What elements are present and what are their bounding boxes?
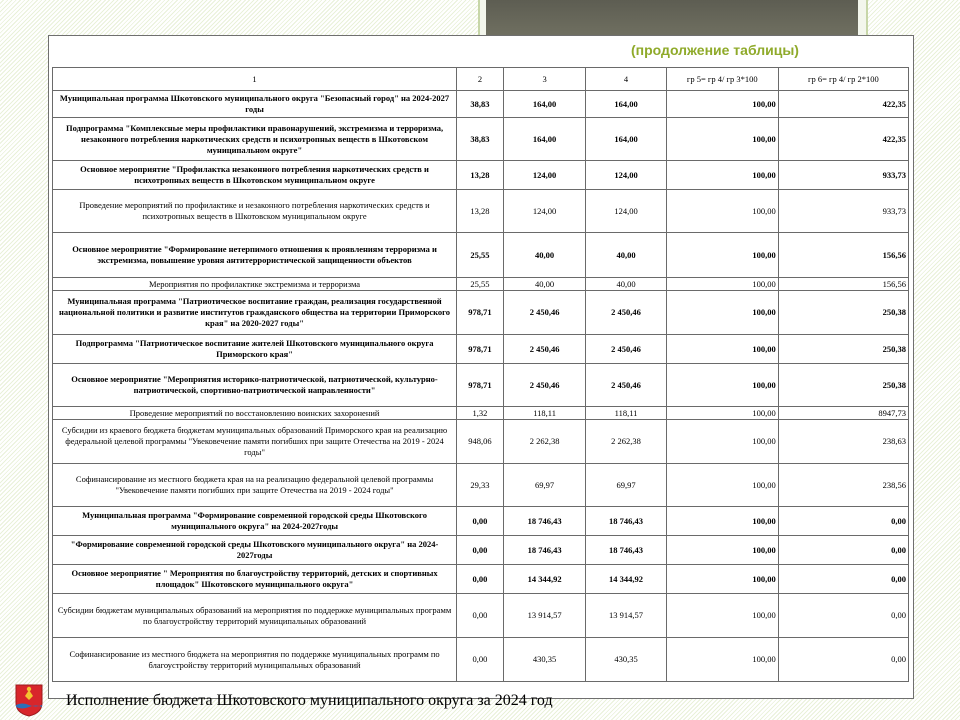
percent-cell: 933,73: [778, 190, 908, 233]
row-name-cell: Проведение мероприятий по восстановлению воинских захоронений: [53, 407, 457, 420]
coat-of-arms-icon: [14, 683, 44, 717]
row-name-cell: Основное мероприятие "Мероприятия историко-патриотической, патриотической, культурно-патриотической, спортивно-патриотической направленности": [53, 364, 457, 407]
table-row: [53, 420, 909, 464]
table-row: [53, 638, 909, 682]
continuation-label: (продолжение таблицы): [608, 38, 822, 62]
value-cell: 118,11: [586, 407, 666, 420]
value-cell: 18 746,43: [586, 507, 666, 536]
value-cell: 2 262,38: [503, 420, 585, 464]
row-name-cell: Мероприятия по профилактике экстремизма и терроризма: [53, 278, 457, 291]
header-cell: 4: [586, 68, 666, 91]
percent-cell: 100,00: [666, 638, 778, 682]
value-cell: 40,00: [586, 233, 666, 278]
percent-cell: 100,00: [666, 536, 778, 565]
table-row: [53, 190, 909, 233]
percent-cell: 100,00: [666, 233, 778, 278]
percent-cell: 0,00: [778, 536, 908, 565]
value-cell: 13,28: [457, 161, 504, 190]
table-row: [53, 278, 909, 291]
table-row: [53, 594, 909, 638]
value-cell: 948,06: [457, 420, 504, 464]
value-cell: 978,71: [457, 364, 504, 407]
table-row: [53, 464, 909, 507]
percent-cell: 100,00: [666, 464, 778, 507]
value-cell: 25,55: [457, 278, 504, 291]
value-cell: 18 746,43: [503, 536, 585, 565]
value-cell: 124,00: [586, 190, 666, 233]
value-cell: 25,55: [457, 233, 504, 278]
table-header-row: [53, 68, 909, 91]
value-cell: 0,00: [457, 507, 504, 536]
value-cell: 69,97: [503, 464, 585, 507]
percent-cell: 100,00: [666, 565, 778, 594]
value-cell: 38,83: [457, 118, 504, 161]
percent-cell: 100,00: [666, 291, 778, 335]
percent-cell: 0,00: [778, 638, 908, 682]
table-row: [53, 565, 909, 594]
value-cell: 69,97: [586, 464, 666, 507]
row-name-cell: Муниципальная программа Шкотовского муниципального округа "Безопасный город" на 2024-2027 годы: [53, 91, 457, 118]
percent-cell: 156,56: [778, 278, 908, 291]
percent-cell: 100,00: [666, 420, 778, 464]
percent-cell: 422,35: [778, 118, 908, 161]
row-name-cell: Основное мероприятие "Профилактка незаконного потребления наркотических средств и психотропных веществ в Шкотовском муниципальном округе: [53, 161, 457, 190]
header-cell: 2: [457, 68, 504, 91]
percent-cell: 0,00: [778, 594, 908, 638]
row-name-cell: Софинансирование из местного бюджета края на на реализацию федеральной целевой программы "Увековечение памяти погибших при защите Отечества на 2019 - 2024 годы": [53, 464, 457, 507]
value-cell: 14 344,92: [503, 565, 585, 594]
value-cell: 2 450,46: [503, 291, 585, 335]
value-cell: 40,00: [586, 278, 666, 291]
row-name-cell: Основное мероприятие " Мероприятия по благоустройству территорий, детских и спортивных площадок" Шкотовского муниципального округа": [53, 565, 457, 594]
percent-cell: 100,00: [666, 278, 778, 291]
table-row: [53, 407, 909, 420]
percent-cell: 100,00: [666, 507, 778, 536]
row-name-cell: Субсидии бюджетам муниципальных образований на мероприятия по поддержке муниципальных программ по благоустройству территорий муниципальных образований: [53, 594, 457, 638]
percent-cell: 0,00: [778, 507, 908, 536]
row-name-cell: Муниципальная программа "Патриотическое воспитание граждан, реализация государственной национальной политики и развитие институтов гражданского общества на территории Приморского края" на 2020-2027 годы": [53, 291, 457, 335]
value-cell: 164,00: [586, 118, 666, 161]
percent-cell: 100,00: [666, 407, 778, 420]
value-cell: 40,00: [503, 233, 585, 278]
value-cell: 164,00: [503, 118, 585, 161]
value-cell: 38,83: [457, 91, 504, 118]
value-cell: 124,00: [503, 190, 585, 233]
row-name-cell: Проведение мероприятий по профилактике и незаконного потребления наркотических средств и психотропных веществ в Шкотовском муниципальном округе: [53, 190, 457, 233]
footer-title: Исполнение бюджета Шкотовского муниципального округа за 2024 год: [66, 692, 553, 709]
budget-table: [52, 67, 909, 682]
percent-cell: 100,00: [666, 335, 778, 364]
value-cell: 978,71: [457, 335, 504, 364]
percent-cell: 100,00: [666, 91, 778, 118]
value-cell: 2 450,46: [503, 335, 585, 364]
value-cell: 14 344,92: [586, 565, 666, 594]
row-name-cell: Подпрограмма "Комплексные меры профилактики правонарушений, экстремизма и терроризма, незаконного потребления наркотических средств и психотропных веществ в Шкотовском муниципальном округе": [53, 118, 457, 161]
table-row: [53, 91, 909, 118]
row-name-cell: "Формирование современной городской среды Шкотовского муниципального округа" на 2024-2027годы: [53, 536, 457, 565]
value-cell: 13 914,57: [503, 594, 585, 638]
value-cell: 0,00: [457, 536, 504, 565]
value-cell: 2 450,46: [586, 291, 666, 335]
row-name-cell: Подпрограмма "Патриотическое воспитание жителей Шкотовского муниципального округа Приморского края": [53, 335, 457, 364]
value-cell: 978,71: [457, 291, 504, 335]
value-cell: 164,00: [586, 91, 666, 118]
value-cell: 13,28: [457, 190, 504, 233]
value-cell: 124,00: [586, 161, 666, 190]
percent-cell: 933,73: [778, 161, 908, 190]
row-name-cell: Муниципальная программа "Формирование современной городской среды Шкотовского муниципального округа" на 2024-2027годы: [53, 507, 457, 536]
percent-cell: 0,00: [778, 565, 908, 594]
table-row: [53, 118, 909, 161]
value-cell: 2 450,46: [503, 364, 585, 407]
header-cell: гр 6= гр 4/ гр 2*100: [778, 68, 908, 91]
percent-cell: 250,38: [778, 335, 908, 364]
table-row: [53, 161, 909, 190]
value-cell: 430,35: [586, 638, 666, 682]
value-cell: 430,35: [503, 638, 585, 682]
table-row: [53, 233, 909, 278]
value-cell: 164,00: [503, 91, 585, 118]
header-cell: 3: [503, 68, 585, 91]
percent-cell: 100,00: [666, 364, 778, 407]
percent-cell: 100,00: [666, 118, 778, 161]
percent-cell: 156,56: [778, 233, 908, 278]
row-name-cell: Софинансирование из местного бюджета на мероприятия по поддержке муниципальных программ по благоустройству территорий муниципальных образований: [53, 638, 457, 682]
table-row: [53, 507, 909, 536]
header-cell: гр 5= гр 4/ гр 3*100: [666, 68, 778, 91]
percent-cell: 100,00: [666, 161, 778, 190]
table-row: [53, 291, 909, 335]
table-row: [53, 335, 909, 364]
percent-cell: 422,35: [778, 91, 908, 118]
percent-cell: 238,56: [778, 464, 908, 507]
header-cell: 1: [53, 68, 457, 91]
percent-cell: 250,38: [778, 291, 908, 335]
value-cell: 29,33: [457, 464, 504, 507]
value-cell: 13 914,57: [586, 594, 666, 638]
value-cell: 18 746,43: [503, 507, 585, 536]
value-cell: 18 746,43: [586, 536, 666, 565]
value-cell: 124,00: [503, 161, 585, 190]
value-cell: 40,00: [503, 278, 585, 291]
row-name-cell: Субсидии из краевого бюджета бюджетам муниципальных образований Приморского края на реализацию федеральной целевой программы "Увековечение памяти погибших при защите Отечества на 2019 - 2024 годы": [53, 420, 457, 464]
value-cell: 1,32: [457, 407, 504, 420]
table-row: [53, 536, 909, 565]
value-cell: 0,00: [457, 594, 504, 638]
table-row: [53, 364, 909, 407]
value-cell: 2 262,38: [586, 420, 666, 464]
percent-cell: 100,00: [666, 594, 778, 638]
percent-cell: 8947,73: [778, 407, 908, 420]
percent-cell: 100,00: [666, 190, 778, 233]
value-cell: 2 450,46: [586, 335, 666, 364]
value-cell: 0,00: [457, 565, 504, 594]
percent-cell: 238,63: [778, 420, 908, 464]
value-cell: 118,11: [503, 407, 585, 420]
value-cell: 2 450,46: [586, 364, 666, 407]
value-cell: 0,00: [457, 638, 504, 682]
percent-cell: 250,38: [778, 364, 908, 407]
row-name-cell: Основное мероприятие "Формирование нетерпимого отношения к проявлениям терроризма и экстремизма, повышение уровня антитеррористической защищенности объектов: [53, 233, 457, 278]
